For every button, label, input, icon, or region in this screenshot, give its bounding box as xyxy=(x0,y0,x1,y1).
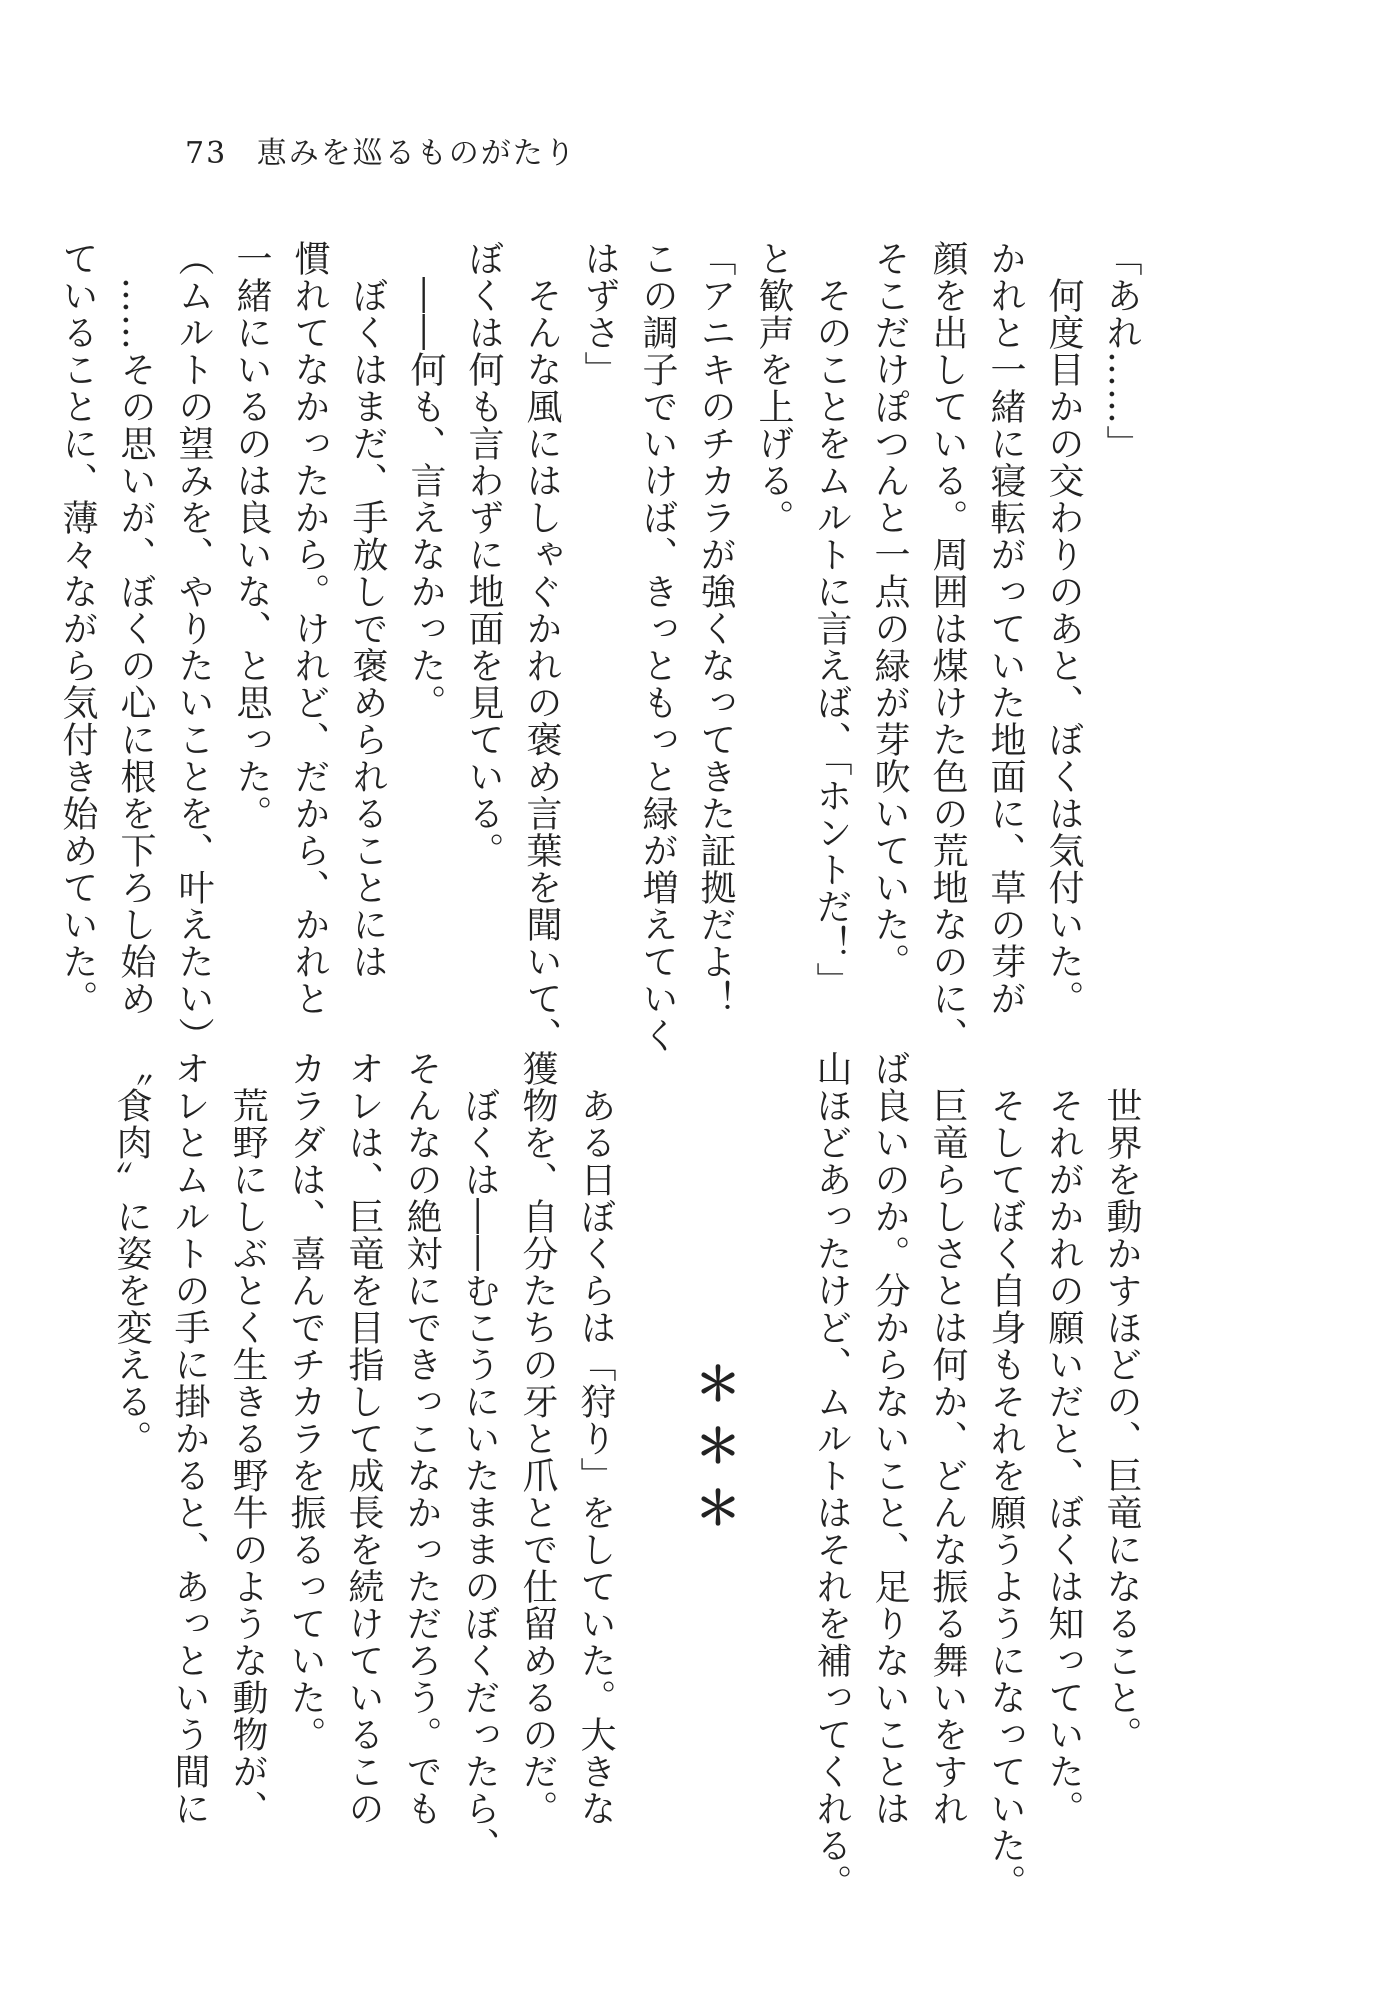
text-line: ぼくは何も言わずに地面を見ている。 xyxy=(463,240,504,869)
text-line: ――何も、言えなかった。 xyxy=(405,240,446,721)
text-line: と歓声を上げる。 xyxy=(753,240,794,536)
text-line: そしてぼく自身もそれを願うようになっていた。 xyxy=(985,1050,1026,1901)
text-line: 「あれ……」 xyxy=(1101,240,1142,462)
text-line: そのことをムルトに言えば、「ホントだ！」 xyxy=(811,240,852,999)
text-line: 「アニキのチカラが強くなってきた証拠だよ！ xyxy=(695,240,736,1017)
text-line: ぼくは――むこうにいたままのぼくだったら、 xyxy=(459,1050,500,1864)
text-line: オレとムルトの手に掛かると、あっという間に xyxy=(169,1050,210,1827)
text-line: そんな風にはしゃぐかれの褒め言葉を聞いて、 xyxy=(521,240,562,1054)
text-line: ば良いのか。分からないこと、足りないことは xyxy=(869,1050,910,1827)
upper-text-block xyxy=(57,240,1150,1054)
text-line: この調子でいけば、きっともっと緑が増えていく xyxy=(637,240,678,1054)
text-line: そんなの絶対にできっこなかっただろう。でも xyxy=(401,1050,442,1827)
blank-line xyxy=(744,1050,802,1780)
text-line: 荒野にしぶとく生きる野牛のような動物が、 xyxy=(227,1050,268,1827)
text-line: 山ほどあったけど、ムルトはそれを補ってくれる。 xyxy=(811,1050,852,1901)
text-line: はずさ」 xyxy=(579,240,620,388)
text-line: かれと一緒に寝転がっていた地面に、草の芽が xyxy=(985,240,1026,1017)
text-line: カラダは、喜んでチカラを振るっていた。 xyxy=(285,1050,326,1753)
text-line: ぼくはまだ、手放しで褒められることには xyxy=(347,240,388,980)
scene-separator: ＊＊＊ xyxy=(688,1359,742,1546)
text-line: （ムルトの望みを、やりたいことを、叶えたい） xyxy=(173,240,214,1054)
text-line: オレは、巨竜を目指して成長を続けているこの xyxy=(343,1050,384,1827)
text-line: 巨竜らしさとは何か、どんな振る舞いをすれ xyxy=(927,1050,968,1827)
text-line: それがかれの願いだと、ぼくは知っていた。 xyxy=(1043,1050,1084,1827)
text-line: 慣れてなかったから。けれど、だから、かれと xyxy=(289,240,330,1017)
text-line: ある日ぼくらは「狩り」をしていた。大きな xyxy=(575,1050,616,1827)
text-line: ……その思いが、ぼくの心に根を下ろし始め xyxy=(115,240,156,1017)
chapter-title: 恵みを巡るものがたり xyxy=(256,136,577,171)
text-line: 何度目かの交わりのあと、ぼくは気付いた。 xyxy=(1043,240,1084,1017)
text-line: 世界を動かすほどの、巨竜になること。 xyxy=(1101,1050,1142,1753)
text-line: 顔を出している。周囲は煤けた色の荒地なのに、 xyxy=(927,240,968,1054)
text-line: 〝食肉〟に姿を変える。 xyxy=(111,1050,152,1457)
text-line: 一緒にいるのは良いな、と思った。 xyxy=(231,240,272,832)
text-line: そこだけぽつんと一点の緑が芽吹いていた。 xyxy=(869,240,910,980)
lower-text-block xyxy=(111,1050,1150,1901)
page-header xyxy=(185,128,577,172)
page-number: 73 xyxy=(185,136,228,171)
text-line: 獲物を、自分たちの牙と爪とで仕留めるのだ。 xyxy=(517,1050,558,1827)
text-line: ていることに、薄々ながら気付き始めていた。 xyxy=(57,240,98,1017)
